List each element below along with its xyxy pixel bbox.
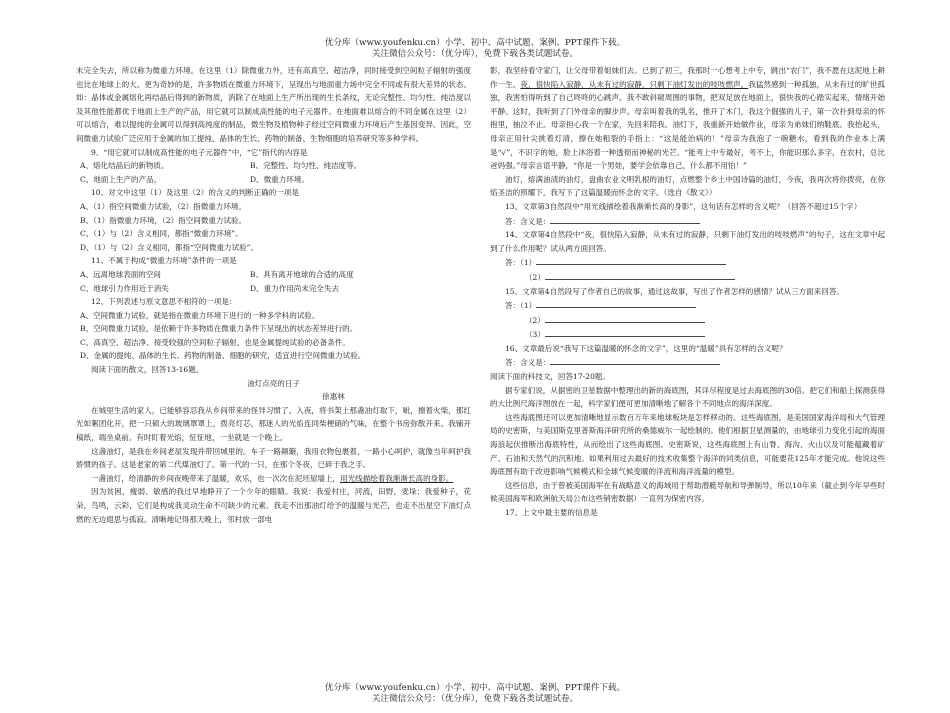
right-column [490,64,885,679]
option-9b: B、完整性、均匀性、纯洁度等。 [250,161,362,171]
option-11b: B、具有离开地球的合适的高度 [250,269,354,279]
question-13: 13、文章第3自然段中“用光线描绘着我渐渐长高的身影”，这句话有怎样的含义呢？（回答不超过15个字） [505,201,862,211]
question-14: 14、文章第4自然段中“夜，很快陷入寂静，从未有过的寂静，只剩下油灯发出的吱吱燃声”的句子，这在文章中起到了什么作用呢？试从两方面回答。 [490,230,885,253]
answer-15-3 [490,327,885,342]
reading-instruction-2: 阅读下面的科技文，回答17-20题。 [490,372,610,382]
answer-line[interactable] [550,355,720,365]
underlined-sentence-2: 夜，很快陷入寂静，从未有过的寂静，只剩下油灯发出的吱吱燃声。 [520,79,749,89]
answer-line[interactable] [536,298,696,308]
option-12b: B、空间微重力试验，是依赖于许多物质在微重力条件下呈现出的状态差异进行的。 [80,324,358,334]
header-line-1: 优分库（www.youfenku.cn）小学、初中、高中试题、案例、PPT课件下载。 [324,38,626,48]
essay-paragraph-3-text: 一盏油灯，给清静的乡间夜晚带来了温暖，欢乐，也一次次在泥坯屋墙上， [91,473,341,483]
option-10d: D、（1）与（2）含义相同，都指“空间微重力试验”。 [80,242,259,252]
header-line-2: 关注微信公众号：（优分库），免费下载各类试题试卷。 [371,49,579,59]
option-10a: A、（1）指空间微重力试验，（2）指微重力环境。 [80,201,246,211]
question-9-options-cd [76,173,471,187]
question-11-options-ab [76,268,471,282]
page-footer [0,683,950,705]
essay-paragraph-3 [76,472,471,486]
essay-paragraph-4-text: 影，我坚持看守家门，让父母带着姐妹们去。已到了初三，我那时一心想考上中专，跳出“农门”，我不愿在这泥地上耕作一生。 [490,66,885,89]
option-11d: D、重力作用尚未完全失去 [250,283,340,293]
question-17: 17、上文中最主要的信息是 [505,508,598,517]
answer-16-label: 答：含义是： [505,358,551,368]
science-paragraph-1: 据专家们说，从据密的卫星数据中整理出的新的海底图，其详尽程度是过去海底图的30倍。把它们和船上探测获得的大比例尺海洋图放在一起，科学家们便可更加清晰地了解各个不同地点的海洋深度。 [490,385,885,409]
question-16: 16、文章最后说“我写下这篇温暖的怀念的文字”，这里的“温暖”具有怎样的含义呢？ [505,343,787,353]
essay-paragraph-2: 这盏油灯，是我在乡间老屋发现并带回城里的。车子一路颠簸，我用衣物包裹着，一路小心呵护，就像当年呵护我娇惯的孩子。这是老家的第二代煤油灯了。第一代的一只，在那个冬夜，已碎于我之手。 [76,446,471,470]
answer-14-1-label: 答：（1） [505,258,537,268]
question-9: 9、“用它就可以制成高性能的电子元器件”中，“它”指代的内容是 [91,147,308,157]
answer-15-3-label: （3） [525,330,545,340]
answer-15-2 [490,313,885,328]
option-10b: B、（1）指微重力环境，（2）指空间微重力试验。 [80,215,247,225]
left-column [76,64,471,679]
option-9c: C、地面上生产的产品。 [80,174,162,184]
option-9a: A、熔化结晶后的新物质。 [80,161,169,171]
answer-13-label: 答：含义是： [505,216,551,226]
answer-line[interactable] [545,270,735,280]
option-12c: C、高真空、超洁净、接受较强的空间粒子辐射，也是金属提纯试验的必备条件。 [80,337,350,347]
reading-instruction: 阅读下面的散文，回答13-16题。 [91,365,204,375]
option-11a: A、远离地球表面的空间 [80,269,161,279]
passage-paragraph: 未完全失去，所以称为微重力环境。在这里（1）除微重力外，还有高真空、超洁净，同时接受到空间粒子辐射的强度也比在地球上的大。更为奇妙的是，许多物质在微重力环境下，呈现出与地面重力场中完全不同或有很大差异的状态。如：晶体或金属熔化再结晶后得到的新物质，消除了在地面上生产所出现的生长条纹，无论完整性、均匀性、纯洁度以及其他性能都优于地面上生产的产品，用它就可以制成高性能的电子元器件。在地面难以熔合的不同金属在这里（2）可以熔合，难以提纯的金属可以得到高纯度的制品，微生物及植物种子经过空间微重力环境后产生基因变异。因此，空间微重力试验广泛应用于金属的加工提纯、晶体的生长、药物的制备、生物细胞的培养研究等多种学科。 [76,66,471,143]
option-9d: D、微重力环境。 [250,174,309,184]
answer-14-2 [490,270,885,285]
essay-paragraph-5: 油灯，熔满油渍的油灯，盘曲农业文明乳根的油灯，点燃整个乡土中国诗篇的油灯，今夜，我再次将你拨亮，在你焰圣洁的照耀下，我写下了这篇温暖而怀念的文字。（选自《散文》） [490,174,885,198]
essay-paragraph-4-rest: 我猛然感到一种孤独，从未有过的旷世孤独，我害怕得听到了自己咚咚的心跳声。我不敢斜窥周围的事物，把双足放在地面上，很快我的心踏实起来，情绪开始平静。这时，我听到了门外母亲的脚步声。母亲叫着我的乳名，推开了木门，我这个倔强的儿子，第一次扑到母亲的怀抱里，抽泣不止。母亲担心我一个在家，先回来陪我。油灯下，我重新开始做作业，母亲为弟妹们纳鞋底。我抬起头，母亲正用针尖挑着灯清，擦在她粗裂的手指上：“这是能治病的！”母亲为我泡了一碗糖水，看到我的作业本上满是“√”，不识字的她，脸上沐浴着一种透彻而神秘的光芒。“能考上中专最好，考不上，你能识那么多字，在农村，总比爸妈强。”母亲言语平静，“你是一个男娃，要学会依靠自己，什么都不用怕！” [490,79,885,171]
essay-author: 徐惠林 [322,392,345,402]
answer-14-2-label: （2） [525,272,545,282]
answer-16 [490,355,885,370]
science-paragraph-3: 这些信息，由于曾被美国海军在有战略意义的海域用于帮助潜艇导航和导弹制导，所以10年来（截止到今年早些时候美国海军和欧洲航天局公布这些销密数据）一直列为保密内容。 [490,480,885,504]
answer-15-1-label: 答：（1） [505,301,537,311]
essay-paragraph-4: 因为贫困，瘦弱、敏感的我过早地睁开了一个少年的眼睛。我说：我爱村庄，河流，田野，麦垛；我爱种子，花朵，鸟鸣，云彩，它们是构成我灵动生命不可缺少的元素。我走不出那油灯给予的温暖与光芒，也走不出星空下油灯点燃的无边遐思与孤寂。清晰地记得那天晚上，邻村放一部电 [76,487,471,524]
option-11c: C、地球引力作用近于消失 [80,283,169,293]
option-12a: A、空间微重力试验，就是指在微重力环境下进行的一种多学科的试验。 [80,310,320,320]
essay-paragraph-1: 在城里生活的家人，已能够容忍我从乡间带来的怪异习惯了。入夜，将书架上那盏油灯取下，呲，擦着火柴，那红光如絮团化开，把一只硕大的玻璃罩罩上，拨亮灯芯，那迷人的光焰连同柴梗硝的气味，在整个书房弥散开来。我铺开稿纸，端坐桌前。有时盯着光焰，怔怔地，一坐就是一个晚上。 [76,405,471,443]
question-11: 11、不属于构成“微重力环境”条件的一项是 [91,256,237,266]
question-11-options-cd [76,282,471,296]
question-12: 12、下列表述与原文意思不相符的一项是： [91,297,237,307]
answer-line[interactable] [545,327,705,337]
question-9-options-ab [76,159,471,173]
question-15: 15、文章第4自然段写了作者自己的故事，通过这故事，写出了作者怎样的感情？试从三方面来回答。 [505,286,844,296]
science-paragraph-2: 这些海底图还可以更加清晰地显示数百万年来地球板块是怎样移动的。这些海底图，是美国国家海洋局和大气管理局的史密斯，与美国斯克里普斯海洋研究所的桑德威尔一起绘制的。他们根据卫星测量的，由地球引力变化引起的海面海浪起伏推断出海底特性，从而绘出了这些海底图。史密斯说，这些海底图上有山脊、海沟、火山以及可能蕴藏着矿产、石油和天然气的沉积地。如果利用过去最好的技术收集整个海洋的同类信息，可能要花125年才能完成。他说这些海底图有助于改进影响气候模式和全球气候变暖的洋流和海洋流量的模型。 [490,412,885,477]
essay-paragraph-4-cont [490,64,885,173]
underlined-sentence: 用光线描绘着我渐渐长高的身影。 [340,473,454,483]
footer-line-1: 优分库（www.youfenku.cn）小学、初中、高中试题、案例、PPT课件下载。 [324,683,626,693]
question-10: 10、对文中这里（1）及这里（2）的含义的判断正确的一项是 [91,188,299,198]
answer-line[interactable] [545,313,705,323]
answer-15-1 [490,298,885,313]
page-header [0,38,950,60]
answer-13 [490,214,885,229]
essay-title: 油灯点亮的日子 [247,378,300,388]
option-12d: D、金属的提纯、晶体的生长、药物的制备、细胞的研究，适宜进行空间微重力试验。 [80,351,366,361]
answer-line[interactable] [536,255,726,265]
answer-line[interactable] [550,214,700,224]
answer-15-2-label: （2） [525,315,545,325]
footer-line-2: 关注微信公众号：（优分库），免费下载各类试题试卷。 [371,694,579,704]
option-10c: C、（1）与（2）含义相同，都指“微重力环境”。 [80,229,243,239]
answer-14-1 [490,255,885,270]
